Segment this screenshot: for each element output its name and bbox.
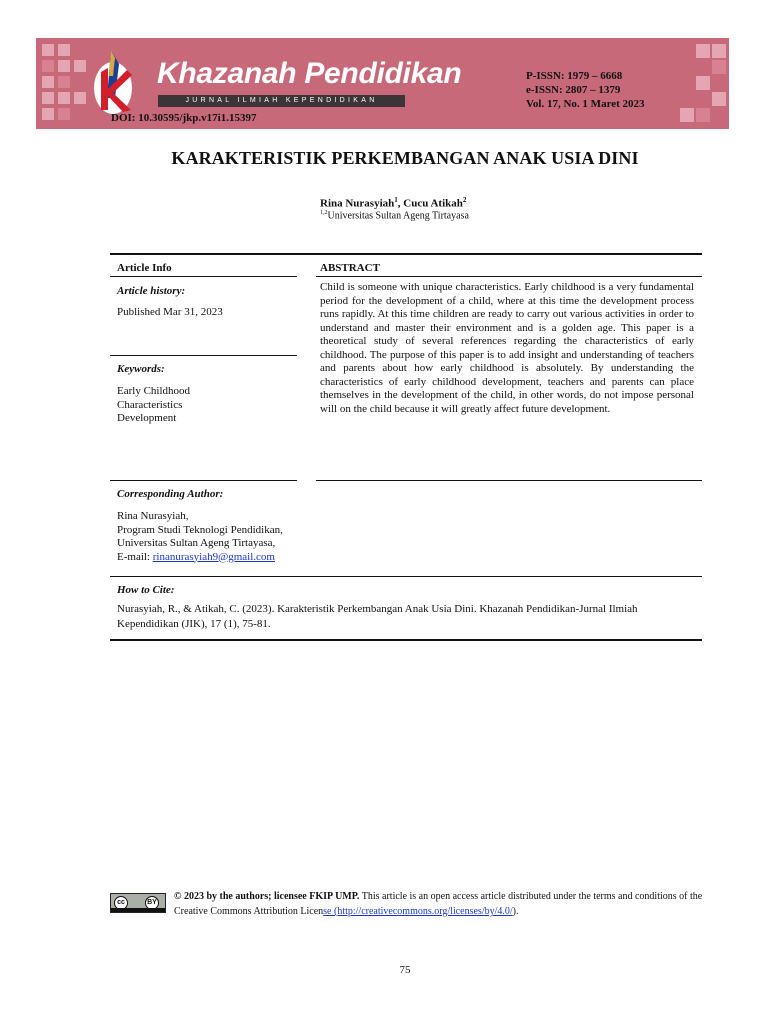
journal-name: Khazanah Pendidikan (157, 57, 462, 90)
table-bottom-rule (110, 639, 702, 641)
affiliation-mark: 1,2 (320, 210, 328, 216)
e-issn: e-ISSN: 2807 – 1379 (526, 84, 621, 96)
abstract-underline (316, 276, 702, 277)
keyword: Early Childhood (117, 385, 191, 397)
author-affil-mark: 1 (394, 196, 398, 204)
corresponding-author-label: Corresponding Author: (117, 488, 224, 500)
author-separator: , (397, 197, 404, 210)
how-to-cite-label: How to Cite: (117, 584, 175, 596)
license-end: ). (512, 906, 519, 917)
volume-issue: Vol. 17, No. 1 Maret 2023 (526, 98, 645, 110)
keyword: Characteristics (117, 398, 183, 411)
author-name: Cucu Atikah (403, 197, 463, 210)
author-list (320, 196, 466, 210)
corresponding-university: Universitas Sultan Ageng Tirtayasa, (117, 537, 276, 549)
paper-title: KARAKTERISTIK PERKEMBANGAN ANAK USIA DINI (171, 148, 639, 168)
keywords-label: Keywords: (117, 363, 165, 375)
issn-block (526, 69, 645, 111)
affiliation-text: Universitas Sultan Ageng Tirtayasa (327, 210, 469, 222)
license-link[interactable]: se (http://creativecommons.org/licenses/by/4.0/ (323, 906, 513, 917)
keyword: Development (117, 412, 177, 424)
corresponding-email-line (117, 551, 283, 565)
article-history-label: Article history: (117, 285, 186, 297)
email-label: E-mail: (117, 550, 153, 563)
license-notice (174, 889, 704, 919)
attribution-icon: BY (145, 896, 159, 910)
history-divider (110, 355, 297, 356)
article-info-underline (110, 276, 297, 277)
citation-text: Nurasyiah, R., & Atikah, C. (2023). Karakteristik Perkembangan Anak Usia Dini. Khazanah Pendidikan-Jurnal Ilmiah Kependidikan (JIK), 17 (1), 75-81. (117, 603, 638, 630)
abstract-heading: ABSTRACT (320, 262, 380, 274)
abstract-bottom-rule (316, 480, 702, 481)
license-text: This article is an open access article distributed under the terms and conditions of the Creative Commons Attribution Licen (174, 891, 703, 917)
email-link[interactable]: rinanurasyiah9@gmail.com (152, 550, 275, 563)
corresponding-author-details (117, 510, 283, 564)
cc-by-license-icon[interactable] (110, 893, 166, 913)
corresponding-name: Rina Nurasyiah, (117, 510, 189, 522)
affiliation (320, 210, 469, 221)
journal-subtitle: JURNAL ILMIAH KEPENDIDIKAN (158, 95, 405, 107)
journal-logo-icon (91, 46, 139, 120)
author-name: Rina Nurasyiah (320, 197, 395, 210)
corresponding-department: Program Studi Teknologi Pendidikan, (117, 523, 283, 536)
keyword-list (117, 385, 190, 426)
page-number: 75 (399, 964, 411, 976)
doi: DOI: 10.30595/jkp.v17i1.15397 (111, 112, 257, 124)
creative-commons-icon: cc (114, 896, 128, 910)
abstract-text: Child is someone with unique characteristics. Early childhood is a very fundamental period for the development of a child, where at this time the development process runs rapidly. At this time children are ready to carry out various activities in order to understand and master their environment and is a golden age. This paper is a theoretical study of several references regarding the characteristics of early childhood. The purpose of this paper is to add insight and understanding of teachers and parents about how early childhood is absolutely. By understanding the characteristics of early childhood development, teachers and parents can place themselves in the development of the child, in other words, do not impose personal will on the child because it will greatly affect future development. (320, 281, 694, 415)
p-issn: P-ISSN: 1979 – 6668 (526, 70, 623, 82)
published-date: Published Mar 31, 2023 (117, 306, 223, 318)
keywords-divider (110, 480, 297, 481)
author-affil-mark: 2 (462, 196, 467, 204)
article-info-heading: Article Info (117, 262, 172, 274)
corresponding-divider (110, 576, 702, 577)
copyright-text: © 2023 by the authors; licensee FKIP UMP. (174, 891, 360, 902)
table-top-rule (110, 253, 702, 255)
